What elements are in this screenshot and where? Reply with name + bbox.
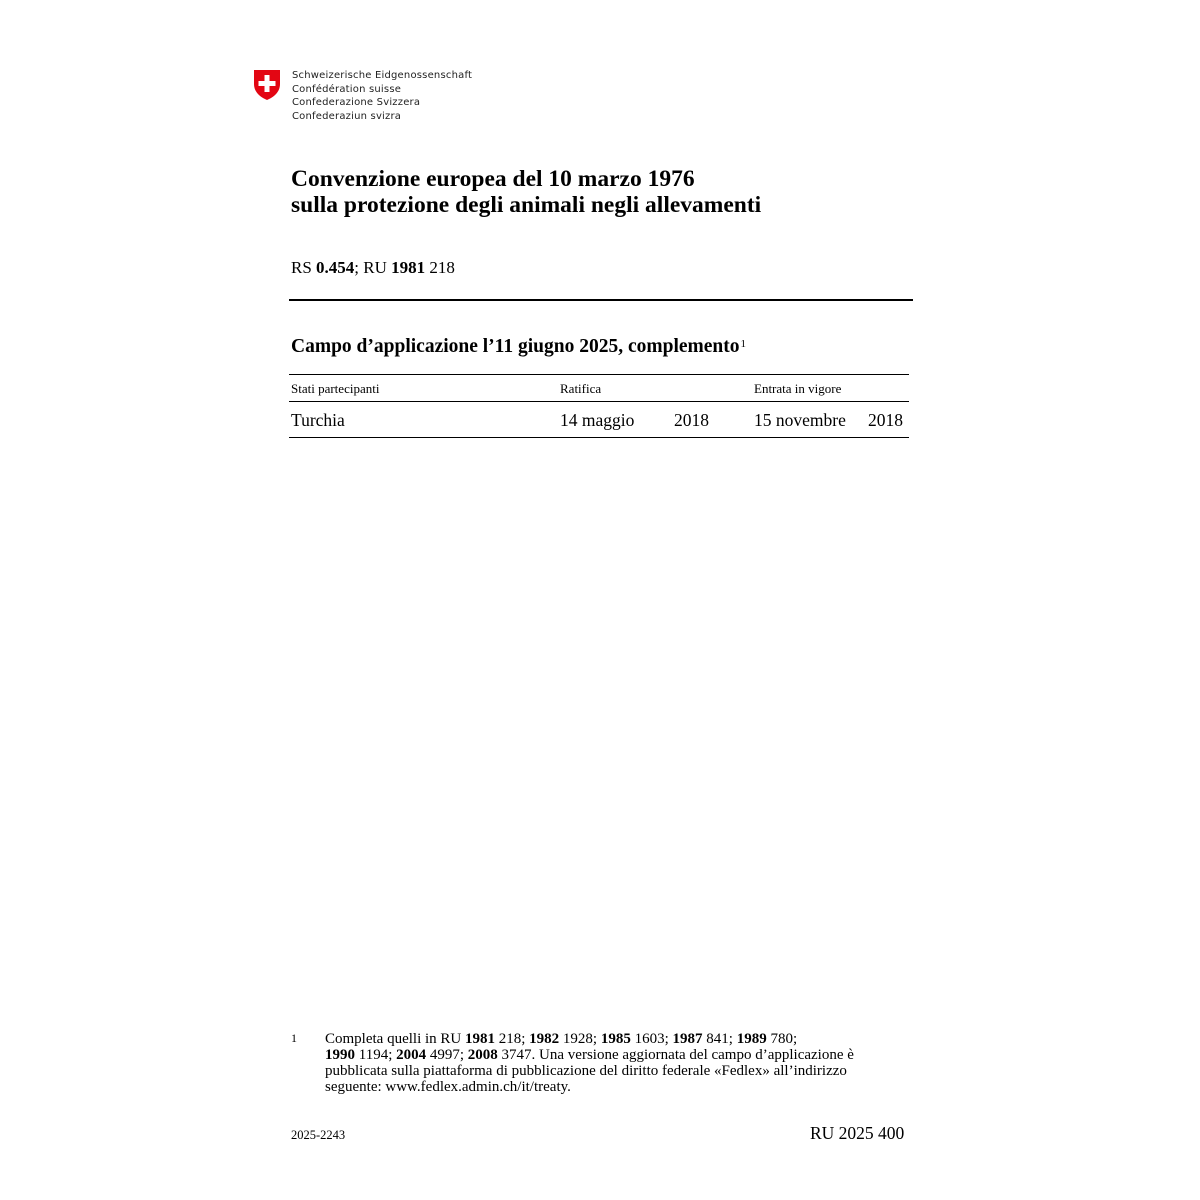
title-line-2: sulla protezione degli animali negli allevamenti [291, 192, 762, 218]
footnote-text [325, 1031, 915, 1095]
fn-year: 1989 [736, 1031, 767, 1047]
confederation-name-de: Schweizerische Eidgenossenschaft [292, 70, 473, 81]
table-header-rule [289, 401, 909, 402]
cell-state: Turchia [291, 410, 345, 430]
confederation-names [292, 69, 472, 123]
ru-reference: RU 2025 400 [810, 1123, 905, 1143]
document-title [291, 166, 761, 218]
fn-text: 841; [702, 1031, 737, 1047]
subtitle-text: Campo d’applicazione l’11 giugno 2025, complemento [291, 336, 740, 357]
fn-year: 2004 [396, 1047, 427, 1063]
fn-text: 4997; [426, 1047, 468, 1063]
fn-text: 1928; [559, 1031, 601, 1047]
title-line-1: Convenzione europea del 10 marzo 1976 [291, 166, 695, 192]
confederation-name-rm: Confederaziun svizra [292, 110, 402, 122]
fn-year: 2008 [467, 1047, 498, 1063]
cell-entry-year: 2018 [868, 410, 903, 430]
document-id: 2025-2243 [291, 1128, 346, 1142]
confederation-name-fr: Confédération suisse [292, 83, 402, 95]
table-bottom-rule [289, 437, 909, 438]
fn-text: Completa quelli in RU [325, 1031, 465, 1047]
fn-text: 780; [766, 1031, 798, 1047]
cell-entry-date: 15 novembre [754, 410, 846, 430]
header-ratification: Ratifica [560, 381, 602, 396]
header-entry-into-force: Entrata in vigore [754, 381, 842, 396]
fn-text: 1603; [630, 1031, 673, 1047]
ru-year: 1981 [391, 258, 426, 277]
footnote-number: 1 [291, 1031, 297, 1045]
fn-text: 3747. Una versione aggiornata del campo d’applicazione è [497, 1047, 854, 1063]
section-subtitle [291, 336, 746, 358]
cell-ratification-date: 14 maggio [560, 410, 635, 430]
footnote-line-2 [325, 1047, 915, 1063]
confederation-name-it: Confederazione Svizzera [292, 97, 421, 109]
rs-number: 0.454 [316, 258, 355, 277]
subtitle-footnote-mark: 1 [740, 338, 747, 350]
cell-ratification-year: 2018 [674, 410, 709, 430]
divider [289, 299, 913, 301]
swiss-cross-shield-icon [252, 69, 282, 101]
footnote-line-3: pubblicata sulla piattaforma di pubblicazione del diritto federale «Fedlex» all’indirizzo [325, 1063, 847, 1079]
fn-year: 1981 [465, 1031, 495, 1047]
fn-year: 1990 [325, 1047, 355, 1063]
table-top-rule [289, 374, 909, 375]
fn-year: 1985 [600, 1031, 631, 1047]
document-reference [291, 258, 455, 278]
ref-separator: ; RU [354, 258, 392, 277]
fn-text: 1194; [355, 1047, 397, 1063]
ru-page: 218 [425, 258, 455, 277]
header-states: Stati partecipanti [291, 381, 380, 396]
fn-year: 1987 [672, 1031, 703, 1047]
rs-prefix: RS [291, 258, 317, 277]
footnote-line-1 [325, 1031, 915, 1047]
footnote-line-4: seguente: www.fedlex.admin.ch/it/treaty. [325, 1079, 571, 1095]
fn-text: 218; [495, 1031, 530, 1047]
fn-year: 1982 [529, 1031, 560, 1047]
